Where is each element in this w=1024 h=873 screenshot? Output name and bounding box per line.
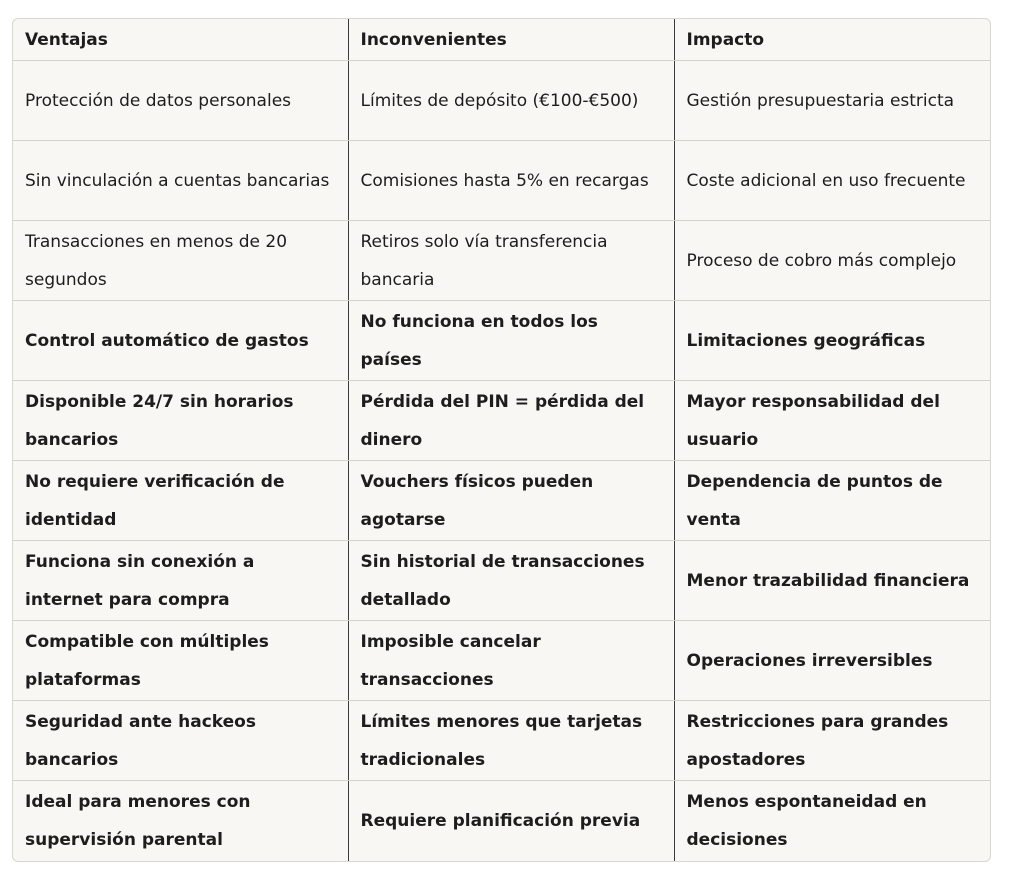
comparison-table-container bbox=[12, 18, 991, 862]
cell-ventaja: Sin vinculación a cuentas bancarias bbox=[13, 141, 348, 221]
cell-impacto: Mayor responsabilidad del usuario bbox=[674, 381, 990, 461]
cell-inconveniente: Comisiones hasta 5% en recargas bbox=[348, 141, 674, 221]
cell-ventaja: Control automático de gastos bbox=[13, 301, 348, 381]
comparison-table bbox=[13, 19, 990, 861]
table-row bbox=[13, 221, 990, 301]
table-row bbox=[13, 541, 990, 621]
cell-inconveniente: Requiere planificación previa bbox=[348, 781, 674, 861]
cell-ventaja: Compatible con múltiples plataformas bbox=[13, 621, 348, 701]
table-row bbox=[13, 461, 990, 541]
cell-ventaja: No requiere verificación de identidad bbox=[13, 461, 348, 541]
cell-ventaja: Seguridad ante hackeos bancarios bbox=[13, 701, 348, 781]
cell-impacto: Dependencia de puntos de venta bbox=[674, 461, 990, 541]
table-row bbox=[13, 381, 990, 461]
cell-ventaja: Transacciones en menos de 20 segundos bbox=[13, 221, 348, 301]
table-row bbox=[13, 61, 990, 141]
table-header-row bbox=[13, 19, 990, 61]
cell-ventaja: Disponible 24/7 sin horarios bancarios bbox=[13, 381, 348, 461]
header-impacto: Impacto bbox=[674, 19, 990, 61]
table-row bbox=[13, 701, 990, 781]
cell-impacto: Coste adicional en uso frecuente bbox=[674, 141, 990, 221]
cell-impacto: Restricciones para grandes apostadores bbox=[674, 701, 990, 781]
cell-impacto: Menos espontaneidad en decisiones bbox=[686, 791, 927, 850]
cell-impacto: Operaciones irreversibles bbox=[674, 621, 990, 701]
table-row bbox=[13, 781, 990, 861]
cell-inconveniente: Retiros solo vía transferencia bancaria bbox=[348, 221, 674, 301]
cell-inconveniente: Sin historial de transacciones detallado bbox=[348, 541, 674, 621]
cell-impacto: Limitaciones geográficas bbox=[674, 301, 990, 381]
cell-ventaja: Ideal para menores con supervisión parental bbox=[13, 781, 348, 861]
cell-impacto: Menor trazabilidad financiera bbox=[674, 541, 990, 621]
header-ventajas: Ventajas bbox=[13, 19, 348, 61]
table-row bbox=[13, 301, 990, 381]
cell-inconveniente: Imposible cancelar transacciones bbox=[348, 621, 674, 701]
cell-inconveniente: Vouchers físicos pueden agotarse bbox=[348, 461, 674, 541]
cell-ventaja: Protección de datos personales bbox=[13, 61, 348, 141]
cell-impacto: Gestión presupuestaria estricta bbox=[674, 61, 990, 141]
cell-inconveniente: Límites de depósito (€100-€500) bbox=[348, 61, 674, 141]
cell-ventaja: Funciona sin conexión a internet para compra bbox=[13, 541, 348, 621]
table-row bbox=[13, 621, 990, 701]
cell-inconveniente: Límites menores que tarjetas tradicionales bbox=[348, 701, 674, 781]
cell-inconveniente: Pérdida del PIN = pérdida del dinero bbox=[348, 381, 674, 461]
cell-impacto: Proceso de cobro más complejo bbox=[674, 221, 990, 301]
header-inconvenientes: Inconvenientes bbox=[348, 19, 674, 61]
table-row bbox=[13, 141, 990, 221]
cell-inconveniente: No funciona en todos los países bbox=[348, 301, 674, 381]
